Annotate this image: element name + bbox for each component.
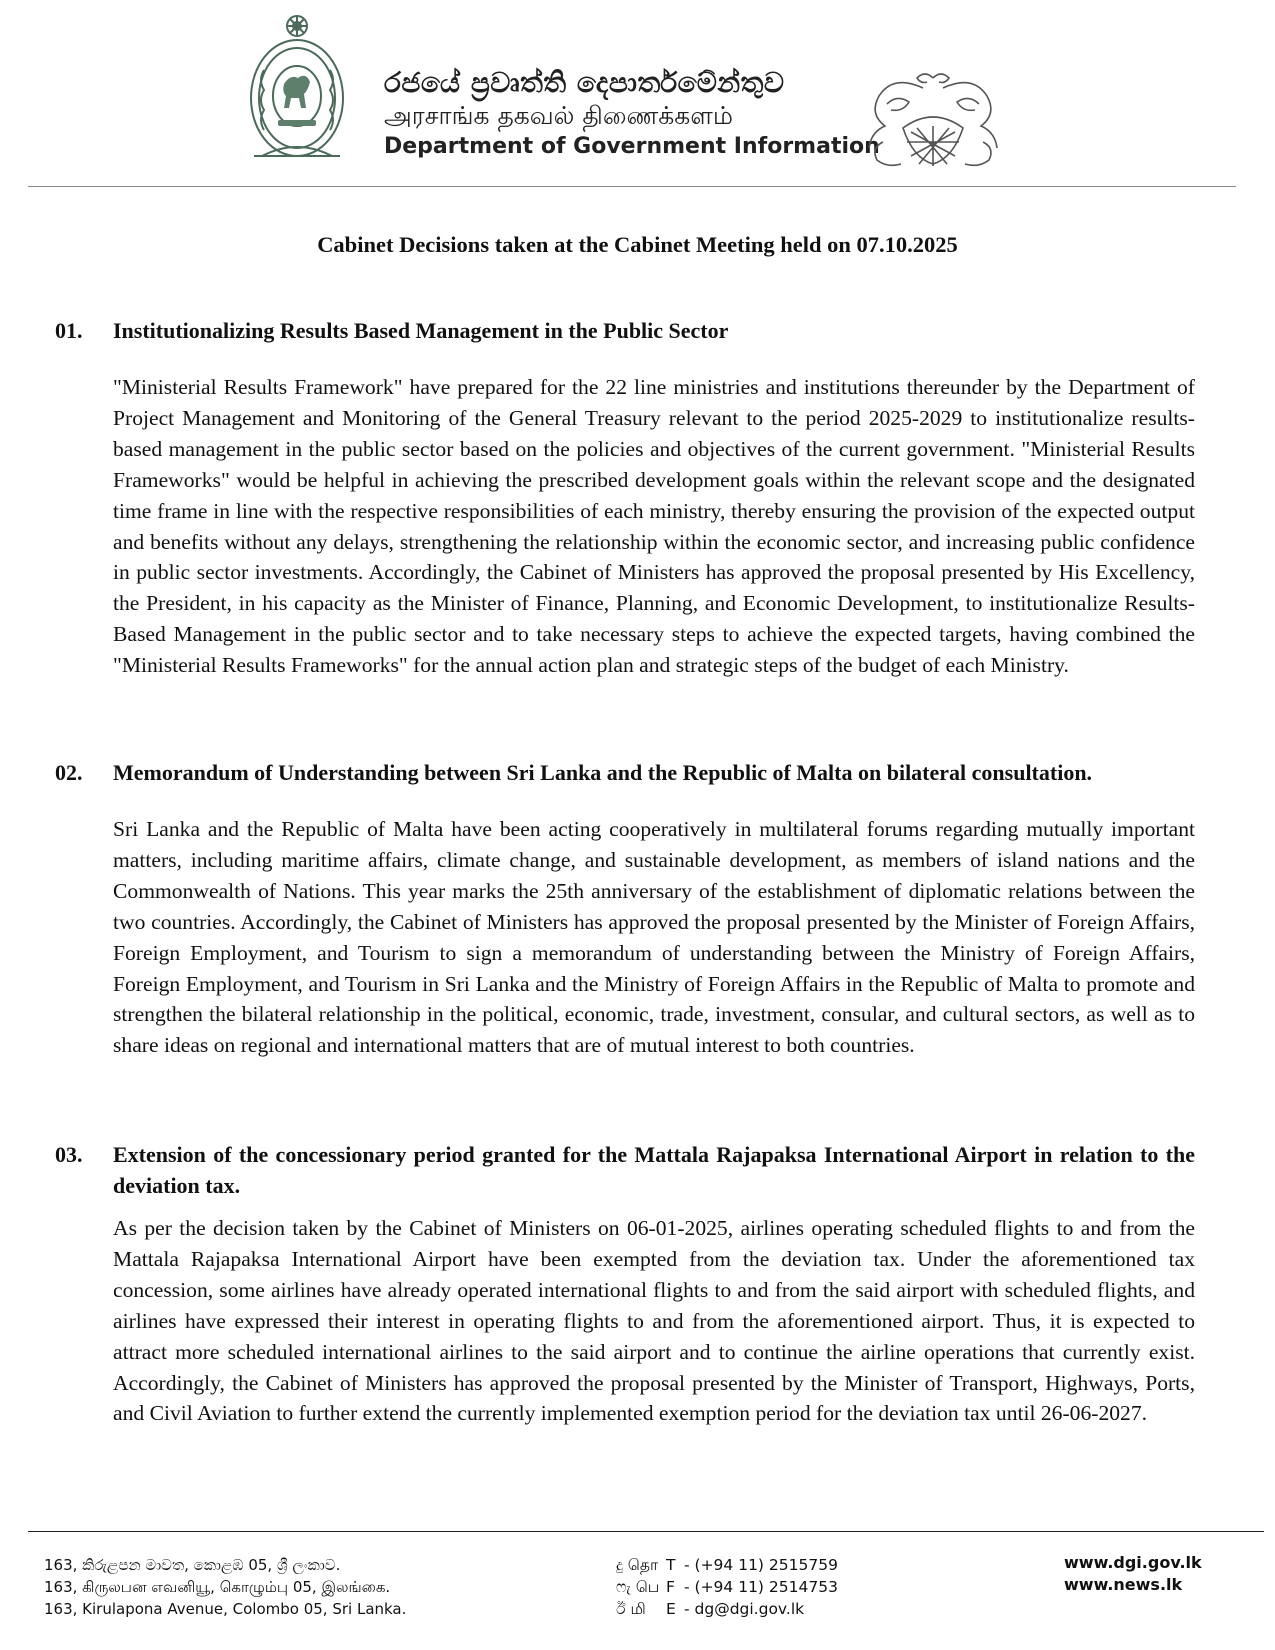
decision-section-02 bbox=[55, 757, 1195, 1061]
address-english: 163, Kirulapona Avenue, Colombo 05, Sri Lanka. bbox=[44, 1600, 407, 1618]
decision-section-03 bbox=[55, 1139, 1195, 1429]
section-heading: Extension of the concessionary period granted for the Mattala Rajapaksa International Airport in relation to the deviation tax. bbox=[113, 1142, 1195, 1198]
footer-contact bbox=[616, 1554, 838, 1620]
footer-websites bbox=[1064, 1552, 1202, 1596]
section-number: 01. bbox=[55, 318, 83, 343]
phone-code: දු தொ bbox=[616, 1556, 659, 1574]
fax-line bbox=[616, 1576, 838, 1598]
email-code: ඊ மி bbox=[616, 1600, 646, 1618]
section-body: As per the decision taken by the Cabinet of Ministers on 06-01-2025, airlines operating scheduled flights to and from the Mattala Rajapaksa International Airport have been exempted from the deviation tax. Under the aforementioned tax concession, some airlines have already operated international flights to and from the said airport with scheduled flights, and airlines have expressed their interest in operating flights to and from the aforementioned airport. Thus, it is expected to attract more scheduled international airlines to the said airport and to continue the airline operations that currently exist. Accordingly, the Cabinet of Ministers has approved the proposal presented by the Minister of Transport, Highways, Ports, and Civil Aviation to further extend the currently implemented exemption period for the deviation tax until 26-06-2027. bbox=[113, 1216, 1195, 1426]
page-title: Cabinet Decisions taken at the Cabinet Meeting held on 07.10.2025 bbox=[317, 232, 958, 257]
address-tamil: 163, கிருலபன எவனியூ, கொழும்பு 05, இலங்கை. bbox=[44, 1578, 391, 1596]
org-name-tamil: அரசாங்க தகவல் திணைக்களம் bbox=[384, 101, 733, 130]
section-number: 02. bbox=[55, 760, 83, 785]
website-link-news[interactable]: www.news.lk bbox=[1064, 1575, 1183, 1594]
section-heading: Memorandum of Understanding between Sri Lanka and the Republic of Malta on bilateral consultation. bbox=[113, 760, 1093, 785]
email-line bbox=[616, 1598, 838, 1620]
org-name-english: Department of Government Information bbox=[384, 134, 880, 159]
header-divider bbox=[28, 186, 1236, 187]
phone-number: - (+94 11) 2515759 bbox=[684, 1556, 838, 1574]
swan-ornament-icon bbox=[853, 68, 1013, 170]
org-name-sinhala: රජයේ ප්‍රවෘත්ති දෙපාර්තමේන්තුව bbox=[384, 66, 785, 99]
email-letter: E bbox=[666, 1600, 676, 1618]
section-body: "Ministerial Results Framework" have prepared for the 22 line ministries and institutions thereunder by the Department of Project Management and Monitoring of the General Treasury relevant to the period 2025-2029 to institutionalize results-based management in the public sector based on the policies and objectives of the current government. "Ministerial Results Frameworks" would be helpful in achieving the prescribed development goals within the relevant scope and the designated time frame in line with the respective responsibilities of each ministry, thereby ensuring the provision of the expected output and benefits without any delays, strengthening the relationship within the economic sector, and increasing public confidence in public sector investments. Accordingly, the Cabinet of Ministers has approved the proposal presented by His Excellency, the President, in his capacity as the Minister of Finance, Planning, and Economic Development, to institutionalize Results-Based Management in the public sector and to take necessary steps to achieve the expected targets, having combined the "Ministerial Results Frameworks" for the annual action plan and strategic steps of the budget of each Ministry. bbox=[113, 375, 1195, 678]
sri-lanka-emblem-icon bbox=[244, 10, 350, 166]
section-heading: Institutionalizing Results Based Management in the Public Sector bbox=[113, 318, 729, 343]
website-link-dgi[interactable]: www.dgi.gov.lk bbox=[1064, 1553, 1202, 1572]
address-sinhala: 163, කිරුළපන මාවත, කොළඹ 05, ශ්‍රී ලංකාව. bbox=[44, 1556, 341, 1574]
section-number: 03. bbox=[55, 1142, 83, 1167]
footer-divider bbox=[28, 1531, 1264, 1532]
decision-section-01 bbox=[55, 315, 1195, 681]
fax-letter: F bbox=[666, 1578, 675, 1596]
fax-code: ෆැ பெ bbox=[616, 1578, 660, 1596]
fax-number: - (+94 11) 2514753 bbox=[684, 1578, 838, 1596]
phone-line bbox=[616, 1554, 838, 1576]
footer-address bbox=[44, 1554, 406, 1620]
phone-letter: T bbox=[666, 1556, 676, 1574]
email-address[interactable]: - dg@dgi.gov.lk bbox=[684, 1600, 805, 1618]
section-body: Sri Lanka and the Republic of Malta have been acting cooperatively in multilateral forums regarding mutually important matters, including maritime affairs, climate change, and sustainable development, as members of island nations and the Commonwealth of Nations. This year marks the 25th anniversary of the establishment of diplomatic relations between the two countries. Accordingly, the Cabinet of Ministers has approved the proposal presented by the Minister of Foreign Affairs, Foreign Employment, and Tourism to sign a memorandum of understanding between the Ministry of Foreign Affairs, Foreign Employment, and Tourism in Sri Lanka and the Ministry of Foreign Affairs in the Republic of Malta to promote and strengthen the bilateral relationship in the political, economic, trade, investment, consular, and cultural sectors, as well as to share ideas on regional and international matters that are of mutual interest to both countries. bbox=[113, 817, 1195, 1058]
